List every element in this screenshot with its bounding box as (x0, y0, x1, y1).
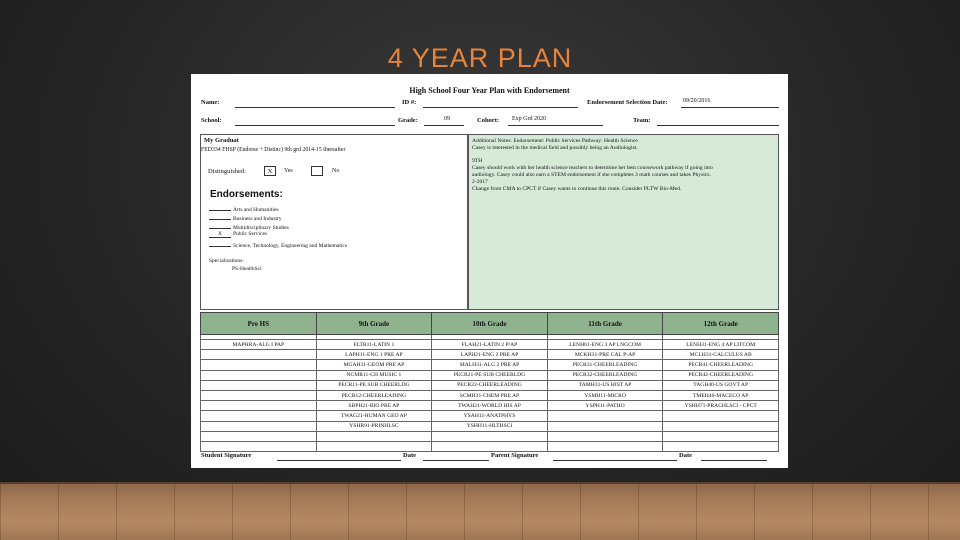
note-line: Additional Notes: Endorsement: Public Services Pathway: Health Science (472, 138, 638, 144)
endorsement-item (209, 222, 289, 231)
table-cell: SCMH31-CHEM PRE AP (432, 390, 548, 400)
endorsement-item (209, 204, 279, 213)
endorsement-mark (209, 240, 231, 247)
name-line (235, 107, 395, 108)
note-line: Change from CMA to CPCT if Casey wants to continue this route. Consider PLTW Bio-Med. (472, 185, 682, 192)
endorsement-date-value: 09/20/2016 (683, 98, 711, 104)
table-row (201, 380, 779, 390)
graduation-plan-box (200, 134, 468, 310)
column-header: 11th Grade (547, 313, 663, 335)
table-cell (547, 431, 663, 441)
endorsement-label: Business and Industry (233, 216, 282, 222)
table-cell (201, 360, 317, 370)
table-cell: MALH31-ALG 2 PRE AP (432, 360, 548, 370)
table-cell (201, 431, 317, 441)
distinguished-yes-checkbox[interactable]: X (264, 166, 276, 176)
distinguished-yes-label: Yes (284, 168, 293, 174)
endorsement-mark (209, 213, 231, 220)
endorsement-date-label: Endorsement Selection Date: (587, 99, 668, 106)
table-cell (201, 370, 317, 380)
column-header: 9th Grade (316, 313, 432, 335)
student-date-label: Date (403, 452, 416, 459)
table-cell: TAGH40-US GOVT AP (663, 380, 779, 390)
table-cell: YSHH11-HLTHSCI (432, 421, 548, 431)
note-line: Casey should work with her health science teachers to determine her best coursework pathway if going into (472, 165, 713, 172)
column-header: 10th Grade (432, 313, 548, 335)
note-line: 9TH (472, 158, 483, 165)
parent-signature-label: Parent Signature (491, 452, 539, 459)
table-cell (663, 431, 779, 441)
table-cell (201, 350, 317, 360)
table-cell: PECR21-PE SUB CHEERLDG (432, 370, 548, 380)
endorsement-mark: X (209, 231, 231, 238)
endorsement-item (209, 213, 282, 222)
course-plan-table (200, 312, 779, 452)
student-date-line (423, 460, 489, 461)
grade-label: Grade: (398, 117, 418, 124)
table-cell (316, 441, 432, 451)
id-label: ID #: (402, 99, 417, 106)
table-cell (432, 441, 548, 451)
column-header: 12th Grade (663, 313, 779, 335)
table-cell: LENH31-ENG 4 AP LITCOM (663, 340, 779, 350)
table-cell: PECR31-CHEERLEADING (547, 360, 663, 370)
specializations-value: PS-HealthSci (232, 266, 262, 272)
table-cell: TAMH31-US HIST AP (547, 380, 663, 390)
parent-date-label: Date (679, 452, 692, 459)
parent-date-line (701, 460, 767, 461)
additional-notes-box (468, 134, 779, 310)
endorsements-heading: Endorsements: (210, 189, 283, 200)
table-cell (201, 401, 317, 411)
table-cell: MAPHRA-ALG I PAP (201, 340, 317, 350)
endorsement-label: Arts and Humanities (233, 207, 279, 213)
table-cell (201, 390, 317, 400)
table-cell (663, 421, 779, 431)
table-cell: NCMR11-CH MUSIC 1 (316, 370, 432, 380)
team-line (657, 125, 779, 126)
table-cell (201, 380, 317, 390)
table-cell: YSHH71-PRACHLSCI - CPCT (663, 401, 779, 411)
table-cell: LAPH21-ENG 2 PRE AP (432, 350, 548, 360)
endorsement-label: Science, Technology, Engineering and Mathematics (233, 243, 348, 249)
table-cell: FLTR11-LATIN 1 (316, 340, 432, 350)
table-header-row (201, 313, 779, 335)
course-table-body (201, 335, 779, 452)
endorsement-item (209, 231, 267, 238)
table-cell: MCLH31-CALCULUS AB (663, 350, 779, 360)
document-title: High School Four Year Plan with Endorsement (409, 86, 570, 95)
endorsement-label: Multidisciplinary Studies (233, 225, 289, 231)
column-header: Pre HS (201, 313, 317, 335)
endorsement-mark (209, 222, 231, 229)
table-cell: YSMH11-MICRO (547, 390, 663, 400)
table-cell: LENH61-ENG 3 AP LNGCOM (547, 340, 663, 350)
table-cell: TWAH21-WORLD HIS AP (432, 401, 548, 411)
table-cell: PECR12-CHEERLEADING (316, 390, 432, 400)
table-cell: PECR41-CHEERLEADING (663, 360, 779, 370)
table-cell (547, 441, 663, 451)
endorsement-item (209, 240, 347, 249)
table-cell: LAPH11-ENG 1 PRE AP (316, 350, 432, 360)
note-line: 2-2017 (472, 178, 488, 185)
table-cell: PECR32-CHEERLEADING (547, 370, 663, 380)
cohort-line (508, 125, 603, 126)
table-cell (663, 441, 779, 451)
floor-edge (0, 482, 960, 484)
table-cell (663, 411, 779, 421)
table-cell: YSAH11-ANATPHYS (432, 411, 548, 421)
table-cell: PECR22-CHEERLEADING (432, 380, 548, 390)
endorsement-mark (209, 204, 231, 211)
table-cell (201, 411, 317, 421)
table-cell (201, 421, 317, 431)
distinguished-no-label: No (332, 168, 340, 174)
table-cell: SBPH21-BIO PRE AP (316, 401, 432, 411)
table-cell: YSPH11-PATHO (547, 401, 663, 411)
table-cell: YSHR91-PRINHLSC (316, 421, 432, 431)
school-label: School: (201, 117, 222, 124)
table-cell (316, 431, 432, 441)
table-cell: MGAH11-GEOM PRE AP (316, 360, 432, 370)
table-cell (547, 421, 663, 431)
note-line: audiology. Casey could also earn a STEM endorsement if she completes 3 math courses and takes Physics. (472, 171, 711, 178)
distinguished-label: Distinguished: (208, 168, 246, 175)
specializations-label: Specializations: (209, 258, 244, 264)
table-cell: TMEH40-MACECO AP (663, 390, 779, 400)
cohort-value: Exp Grd 2020 (512, 116, 546, 122)
team-label: Team: (633, 117, 651, 124)
four-year-plan-document (191, 74, 788, 468)
table-row (201, 411, 779, 421)
school-line (235, 125, 395, 126)
note-line: Casey is interested in the medical field and possibly being an Audiologist. (472, 144, 638, 151)
name-label: Name: (201, 99, 220, 106)
table-cell: PECR42-CHEERLEADING (663, 370, 779, 380)
slide-title: 4 YEAR PLAN (387, 43, 573, 73)
endorsement-label: Public Services (233, 231, 268, 237)
table-cell: PECR11-PE SUB CHEERLDG (316, 380, 432, 390)
table-cell: TWAG21-HUMAN GEO AP (316, 411, 432, 421)
grade-line (424, 125, 464, 126)
table-row (201, 431, 779, 441)
table-cell: FLAH21-LATIN 2 P/AP (432, 340, 548, 350)
table-row (201, 401, 779, 411)
parent-signature-line (553, 460, 677, 461)
graduation-plan-text: FED334 FHSP (Endorse + Distinc) 9th grd 2014-15 thereafter (201, 147, 346, 153)
table-row (201, 350, 779, 360)
table-row (201, 340, 779, 350)
table-cell: MCKH31-PRE CAL P-AP (547, 350, 663, 360)
table-cell (201, 441, 317, 451)
note-line (472, 152, 775, 159)
cohort-label: Cohort: (477, 117, 500, 124)
grade-value: 09 (444, 116, 450, 122)
table-row (201, 390, 779, 400)
table-row (201, 360, 779, 370)
wood-floor (0, 482, 960, 540)
distinguished-no-checkbox[interactable] (311, 166, 323, 176)
student-signature-line (277, 460, 401, 461)
table-row (201, 421, 779, 431)
endorsement-date-line (681, 107, 779, 108)
table-row (201, 370, 779, 380)
graduation-label: My Graduat (204, 137, 239, 144)
id-line (423, 107, 578, 108)
table-cell (547, 411, 663, 421)
student-signature-label: Student Signature (201, 452, 252, 459)
table-cell (432, 431, 548, 441)
table-row (201, 441, 779, 451)
